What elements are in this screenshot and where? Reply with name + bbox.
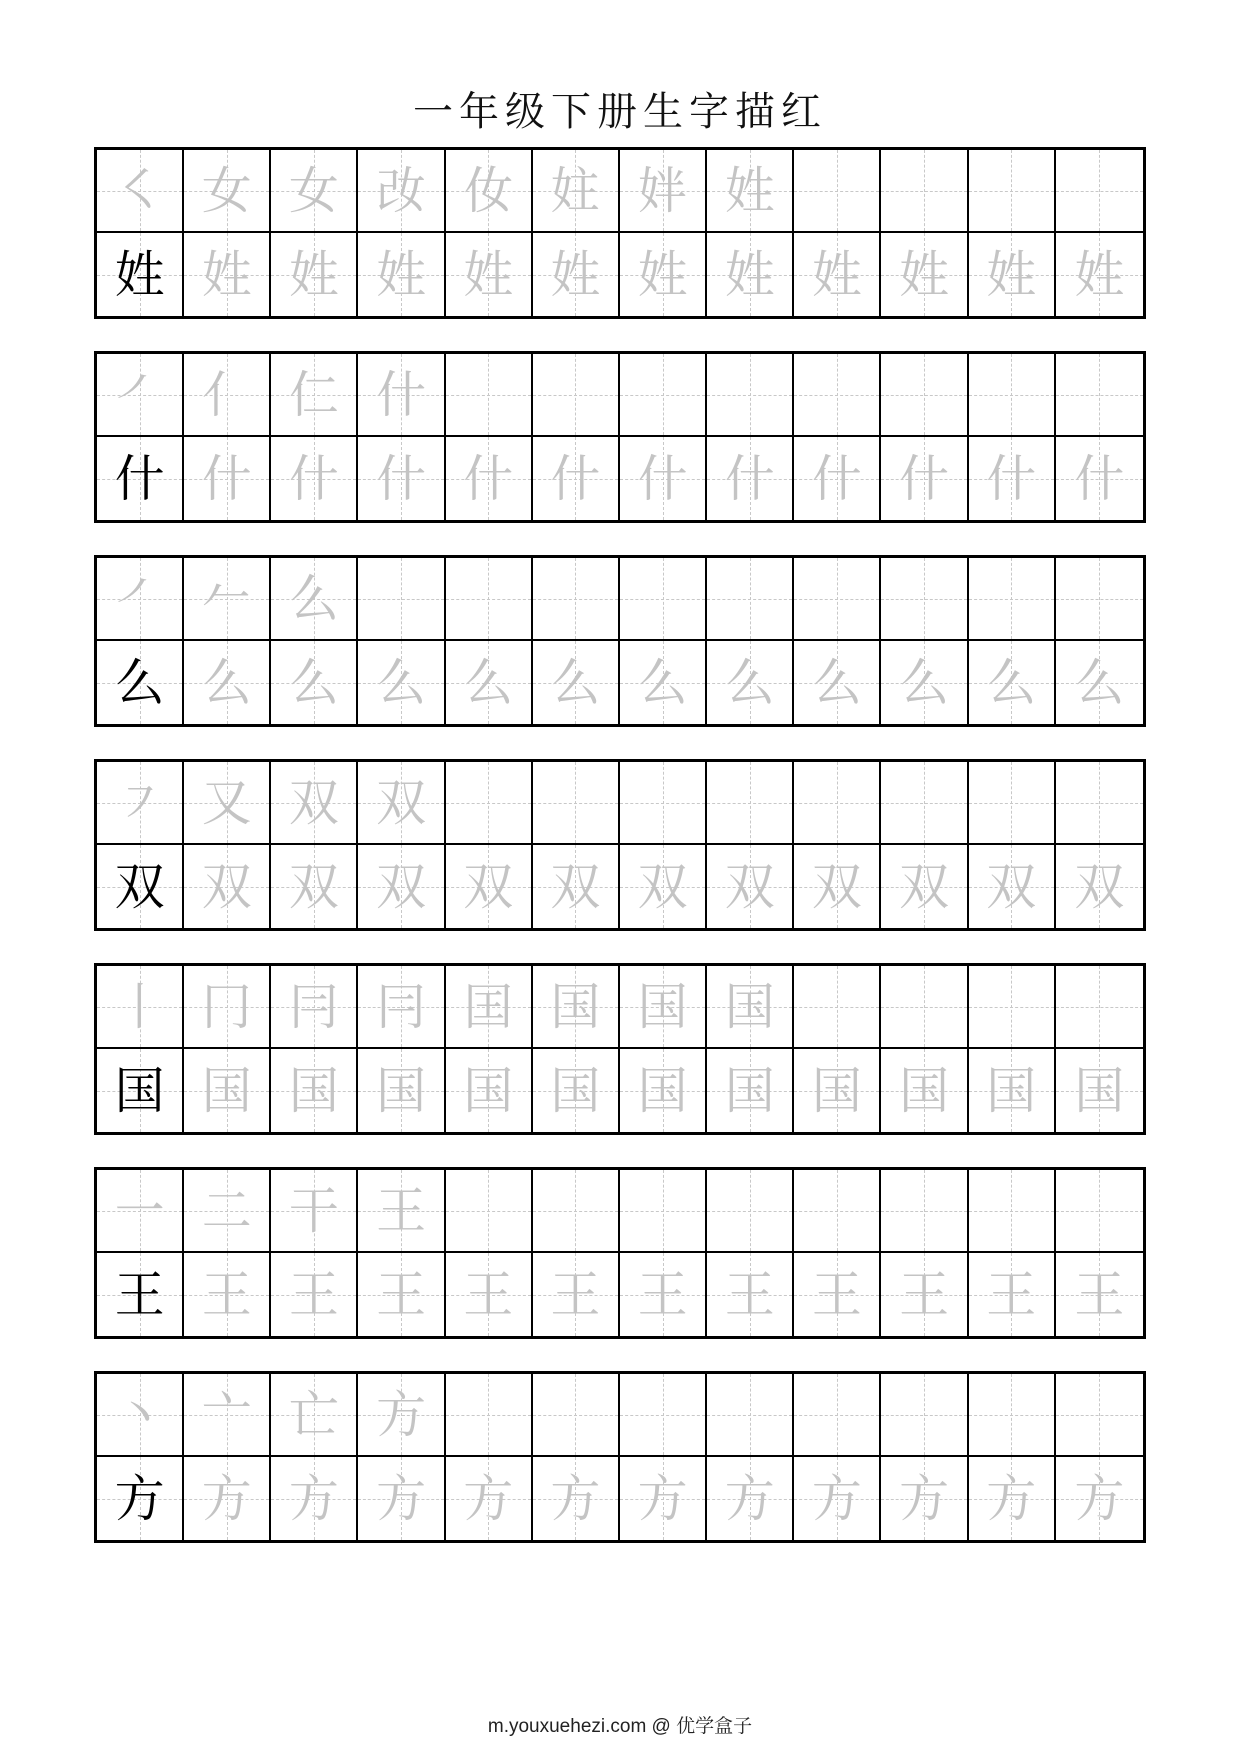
empty-writing-cell[interactable] [620,1374,707,1457]
character-practice-block [94,147,1146,319]
stroke-order-cell [271,1374,358,1457]
stroke-step-glyph: 㚢 [463,161,514,220]
stroke-order-cell [184,150,271,233]
tracing-cell[interactable] [533,437,620,520]
tracing-cell[interactable] [881,233,968,316]
tracing-cell[interactable] [271,437,358,520]
stroke-order-cell [184,354,271,437]
tracing-cell[interactable] [1056,1457,1143,1540]
stroke-step-glyph: 国 [637,977,688,1036]
tracing-character: 姓 [1074,245,1125,304]
tracing-character: 姓 [550,245,601,304]
stroke-step-glyph: 双 [376,773,427,832]
empty-writing-cell[interactable] [446,354,533,437]
tracing-cell[interactable] [881,1253,968,1336]
tracing-cell[interactable] [794,641,881,724]
stroke-order-cell [707,150,794,233]
stroke-order-cell [358,1374,445,1457]
model-character: 双 [114,857,165,916]
stroke-order-cell [446,150,533,233]
stroke-step-glyph: 仁 [288,365,339,424]
tracing-character: 么 [899,653,950,712]
tracing-cell[interactable] [707,233,794,316]
stroke-step-glyph: 国 [724,977,775,1036]
stroke-step-glyph: 囯 [463,977,514,1036]
tracing-character: 国 [637,1061,688,1120]
tracing-character: 姓 [463,245,514,304]
tracing-character: 什 [550,449,601,508]
tracing-cell[interactable] [446,641,533,724]
page-title: 一年级下册生字描红 [413,89,827,135]
stroke-step-glyph: ㇒ [114,365,165,424]
stroke-step-glyph: 冃 [288,977,339,1036]
tracing-character: 王 [899,1265,950,1324]
model-character-cell [97,845,184,928]
stroke-step-glyph: ㇇ [114,773,165,832]
tracing-cell[interactable] [1056,1253,1143,1336]
model-character: 姓 [114,245,165,304]
tracing-character: 姓 [288,245,339,304]
stroke-order-cell [446,966,533,1049]
tracing-character: 王 [811,1265,862,1324]
tracing-character: 什 [899,449,950,508]
tracing-cell[interactable] [533,1253,620,1336]
empty-writing-cell[interactable] [358,558,445,641]
empty-writing-cell[interactable] [969,354,1056,437]
empty-writing-cell[interactable] [707,558,794,641]
empty-writing-cell[interactable] [620,354,707,437]
stroke-step-glyph: 𠂉 [201,569,252,628]
tracing-character: 方 [376,1469,427,1528]
tracing-character: 什 [724,449,775,508]
stroke-step-glyph: 冃 [376,977,427,1036]
tracing-cell[interactable] [271,1049,358,1132]
empty-writing-cell[interactable] [969,1170,1056,1253]
empty-writing-cell[interactable] [620,762,707,845]
stroke-order-cell [97,966,184,1049]
model-character-cell [97,233,184,316]
tracing-cell[interactable] [620,233,707,316]
empty-writing-cell[interactable] [969,966,1056,1049]
stroke-step-glyph: 亻 [201,365,252,424]
tracing-cell[interactable] [707,641,794,724]
tracing-character: 国 [811,1061,862,1120]
tracing-character: 么 [724,653,775,712]
tracing-cell[interactable] [184,1457,271,1540]
empty-writing-cell[interactable] [881,558,968,641]
tracing-character: 什 [637,449,688,508]
empty-writing-cell[interactable] [794,966,881,1049]
tracing-character: 么 [637,653,688,712]
tracing-cell[interactable] [184,437,271,520]
tracing-cell[interactable] [794,1253,881,1336]
tracing-character: 国 [724,1061,775,1120]
empty-writing-cell[interactable] [1056,1374,1143,1457]
tracing-character: 王 [463,1265,514,1324]
empty-writing-cell[interactable] [969,558,1056,641]
empty-writing-cell[interactable] [794,558,881,641]
tracing-cell[interactable] [1056,1049,1143,1132]
tracing-cell[interactable] [446,233,533,316]
model-character: 什 [114,449,165,508]
tracing-cell[interactable] [184,233,271,316]
empty-writing-cell[interactable] [794,762,881,845]
tracing-character: 什 [463,449,514,508]
tracing-cell[interactable] [184,1049,271,1132]
stroke-order-cell [184,1170,271,1253]
tracing-character: 什 [986,449,1037,508]
tracing-character: 方 [463,1469,514,1528]
stroke-step-glyph: ㇛ [114,161,165,220]
tracing-cell[interactable] [794,845,881,928]
stroke-order-cell [620,966,707,1049]
model-character: 王 [114,1265,165,1324]
stroke-order-cell [271,558,358,641]
tracing-cell[interactable] [271,233,358,316]
empty-writing-cell[interactable] [881,1170,968,1253]
tracing-character: 国 [201,1061,252,1120]
stroke-order-cell [358,762,445,845]
tracing-character: 王 [637,1265,688,1324]
tracing-cell[interactable] [271,1457,358,1540]
stroke-order-cell [97,558,184,641]
tracing-cell[interactable] [707,845,794,928]
footer-watermark: m.youxuehezi.com @ 优学盒子 [487,1716,753,1737]
empty-writing-cell[interactable] [794,150,881,233]
empty-writing-cell[interactable] [533,1374,620,1457]
stroke-step-glyph: 亠 [201,1385,252,1444]
tracing-cell[interactable] [1056,233,1143,316]
tracing-character: 王 [986,1265,1037,1324]
tracing-cell[interactable] [969,233,1056,316]
tracing-character: 什 [811,449,862,508]
model-character: 国 [114,1061,165,1120]
tracing-character: 姓 [637,245,688,304]
tracing-cell[interactable] [358,1457,445,1540]
stroke-order-cell [533,150,620,233]
tracing-cell[interactable] [794,233,881,316]
tracing-cell[interactable] [358,1049,445,1132]
tracing-character: 么 [1074,653,1125,712]
model-character: 方 [114,1469,165,1528]
stroke-step-glyph: 干 [288,1181,339,1240]
tracing-cell[interactable] [881,437,968,520]
tracing-character: 方 [724,1469,775,1528]
tracing-character: 姓 [899,245,950,304]
empty-writing-cell[interactable] [881,762,968,845]
tracing-character: 国 [376,1061,427,1120]
tracing-character: 么 [376,653,427,712]
tracing-cell[interactable] [707,437,794,520]
stroke-step-glyph: 姅 [637,161,688,220]
tracing-character: 国 [899,1061,950,1120]
tracing-character: 王 [1074,1265,1125,1324]
empty-writing-cell[interactable] [446,558,533,641]
tracing-cell[interactable] [1056,845,1143,928]
tracing-character: 什 [1074,449,1125,508]
tracing-cell[interactable] [707,1253,794,1336]
stroke-order-cell [271,354,358,437]
empty-writing-cell[interactable] [707,1374,794,1457]
tracing-character: 双 [463,857,514,916]
empty-writing-cell[interactable] [1056,762,1143,845]
tracing-character: 双 [986,857,1037,916]
tracing-cell[interactable] [794,437,881,520]
stroke-order-cell [97,762,184,845]
stroke-order-cell [358,1170,445,1253]
empty-writing-cell[interactable] [446,1170,533,1253]
tracing-character: 国 [986,1061,1037,1120]
character-practice-block [94,1167,1146,1339]
stroke-step-glyph: 一 [114,1181,165,1240]
tracing-character: 么 [463,653,514,712]
tracing-character: 国 [550,1061,601,1120]
stroke-order-cell [97,1170,184,1253]
tracing-cell[interactable] [881,641,968,724]
empty-writing-cell[interactable] [707,762,794,845]
character-practice-block [94,963,1146,1135]
tracing-cell[interactable] [881,1049,968,1132]
tracing-cell[interactable] [969,437,1056,520]
tracing-character: 双 [724,857,775,916]
empty-writing-cell[interactable] [969,762,1056,845]
stroke-order-cell [620,150,707,233]
empty-writing-cell[interactable] [1056,150,1143,233]
tracing-character: 方 [637,1469,688,1528]
tracing-cell[interactable] [358,845,445,928]
tracing-character: 双 [637,857,688,916]
tracing-cell[interactable] [794,1049,881,1132]
stroke-order-cell [97,1374,184,1457]
tracing-character: 王 [724,1265,775,1324]
stroke-step-glyph: 王 [376,1181,427,1240]
stroke-order-cell [271,762,358,845]
tracing-cell[interactable] [184,641,271,724]
empty-writing-cell[interactable] [969,1374,1056,1457]
stroke-order-cell [358,150,445,233]
tracing-cell[interactable] [620,437,707,520]
empty-writing-cell[interactable] [533,354,620,437]
tracing-character: 么 [550,653,601,712]
tracing-cell[interactable] [533,845,620,928]
stroke-order-cell [97,354,184,437]
model-character-cell [97,437,184,520]
tracing-character: 什 [288,449,339,508]
empty-writing-cell[interactable] [533,1170,620,1253]
tracing-cell[interactable] [271,1253,358,1336]
tracing-cell[interactable] [533,233,620,316]
stroke-step-glyph: 女 [288,161,339,220]
tracing-character: 什 [376,449,427,508]
tracing-character: 双 [899,857,950,916]
tracing-character: 方 [201,1469,252,1528]
stroke-step-glyph: 姓 [724,161,775,220]
tracing-character: 王 [550,1265,601,1324]
tracing-cell[interactable] [1056,641,1143,724]
tracing-cell[interactable] [1056,437,1143,520]
stroke-step-glyph: 国 [550,977,601,1036]
tracing-cell[interactable] [184,845,271,928]
tracing-character: 双 [201,857,252,916]
character-practice-block [94,759,1146,931]
tracing-cell[interactable] [446,1253,533,1336]
tracing-character: 姓 [376,245,427,304]
stroke-step-glyph: 丨 [114,977,165,1036]
tracing-character: 么 [288,653,339,712]
stroke-step-glyph: 妵 [550,161,601,220]
model-character-cell [97,641,184,724]
tracing-cell[interactable] [358,437,445,520]
tracing-character: 什 [201,449,252,508]
stroke-step-glyph: 丶 [114,1385,165,1444]
tracing-character: 方 [550,1469,601,1528]
tracing-cell[interactable] [969,1049,1056,1132]
tracing-character: 方 [1074,1469,1125,1528]
tracing-character: 双 [1074,857,1125,916]
stroke-order-cell [97,150,184,233]
tracing-cell[interactable] [446,845,533,928]
stroke-step-glyph: 冂 [201,977,252,1036]
empty-writing-cell[interactable] [446,762,533,845]
tracing-cell[interactable] [969,1457,1056,1540]
empty-writing-cell[interactable] [620,558,707,641]
stroke-order-cell [358,354,445,437]
stroke-order-cell [358,966,445,1049]
tracing-cell[interactable] [969,845,1056,928]
tracing-cell[interactable] [707,1457,794,1540]
tracing-cell[interactable] [271,641,358,724]
tracing-cell[interactable] [620,1457,707,1540]
stroke-step-glyph: 方 [376,1385,427,1444]
stroke-step-glyph: 二 [201,1181,252,1240]
tracing-cell[interactable] [969,1253,1056,1336]
tracing-character: 王 [376,1265,427,1324]
tracing-character: 国 [463,1061,514,1120]
tracing-cell[interactable] [620,1049,707,1132]
character-practice-block [94,351,1146,523]
tracing-character: 双 [376,857,427,916]
stroke-step-glyph: 妀 [376,161,427,220]
tracing-cell[interactable] [271,845,358,928]
stroke-step-glyph: 又 [201,773,252,832]
empty-writing-cell[interactable] [1056,558,1143,641]
stroke-step-glyph: 亡 [288,1385,339,1444]
character-practice-block [94,1371,1146,1543]
empty-writing-cell[interactable] [794,1374,881,1457]
tracing-cell[interactable] [358,641,445,724]
tracing-character: 么 [986,653,1037,712]
stroke-step-glyph: ㇒ [114,569,165,628]
tracing-character: 国 [288,1061,339,1120]
tracing-cell[interactable] [446,1457,533,1540]
empty-writing-cell[interactable] [881,354,968,437]
tracing-cell[interactable] [620,641,707,724]
tracing-character: 王 [288,1265,339,1324]
tracing-character: 双 [811,857,862,916]
empty-writing-cell[interactable] [1056,966,1143,1049]
stroke-order-cell [271,1170,358,1253]
tracing-character: 姓 [986,245,1037,304]
empty-writing-cell[interactable] [881,966,968,1049]
stroke-order-cell [533,966,620,1049]
empty-writing-cell[interactable] [969,150,1056,233]
tracing-character: 方 [811,1469,862,1528]
empty-writing-cell[interactable] [620,1170,707,1253]
empty-writing-cell[interactable] [881,150,968,233]
tracing-character: 姓 [201,245,252,304]
empty-writing-cell[interactable] [881,1374,968,1457]
model-character-cell [97,1457,184,1540]
tracing-cell[interactable] [533,1049,620,1132]
character-practice-block [94,555,1146,727]
tracing-cell[interactable] [533,1457,620,1540]
tracing-character: 么 [201,653,252,712]
stroke-order-cell [271,150,358,233]
tracing-cell[interactable] [358,233,445,316]
model-character-cell [97,1049,184,1132]
tracing-cell[interactable] [620,845,707,928]
stroke-step-glyph: 什 [376,365,427,424]
empty-writing-cell[interactable] [446,1374,533,1457]
stroke-order-cell [184,762,271,845]
empty-writing-cell[interactable] [707,1170,794,1253]
empty-writing-cell[interactable] [533,762,620,845]
tracing-character: 方 [986,1469,1037,1528]
tracing-cell[interactable] [446,1049,533,1132]
model-character: 么 [114,653,165,712]
empty-writing-cell[interactable] [1056,1170,1143,1253]
stroke-order-cell [184,558,271,641]
stroke-order-cell [707,966,794,1049]
stroke-order-cell [271,966,358,1049]
empty-writing-cell[interactable] [533,558,620,641]
tracing-character: 国 [1074,1061,1125,1120]
empty-writing-cell[interactable] [794,354,881,437]
tracing-cell[interactable] [184,1253,271,1336]
empty-writing-cell[interactable] [707,354,794,437]
tracing-cell[interactable] [881,1457,968,1540]
tracing-cell[interactable] [620,1253,707,1336]
tracing-cell[interactable] [794,1457,881,1540]
tracing-character: 姓 [811,245,862,304]
empty-writing-cell[interactable] [1056,354,1143,437]
tracing-character: 双 [550,857,601,916]
stroke-step-glyph: 双 [288,773,339,832]
tracing-character: 么 [811,653,862,712]
stroke-step-glyph: 么 [288,569,339,628]
tracing-character: 方 [288,1469,339,1528]
tracing-cell[interactable] [533,641,620,724]
tracing-character: 姓 [724,245,775,304]
tracing-character: 双 [288,857,339,916]
stroke-order-cell [184,966,271,1049]
tracing-character: 方 [899,1469,950,1528]
stroke-step-glyph: 女 [201,161,252,220]
tracing-cell[interactable] [881,845,968,928]
tracing-cell[interactable] [446,437,533,520]
tracing-character: 王 [201,1265,252,1324]
stroke-order-cell [184,1374,271,1457]
tracing-cell[interactable] [707,1049,794,1132]
tracing-cell[interactable] [358,1253,445,1336]
model-character-cell [97,1253,184,1336]
tracing-cell[interactable] [969,641,1056,724]
empty-writing-cell[interactable] [794,1170,881,1253]
